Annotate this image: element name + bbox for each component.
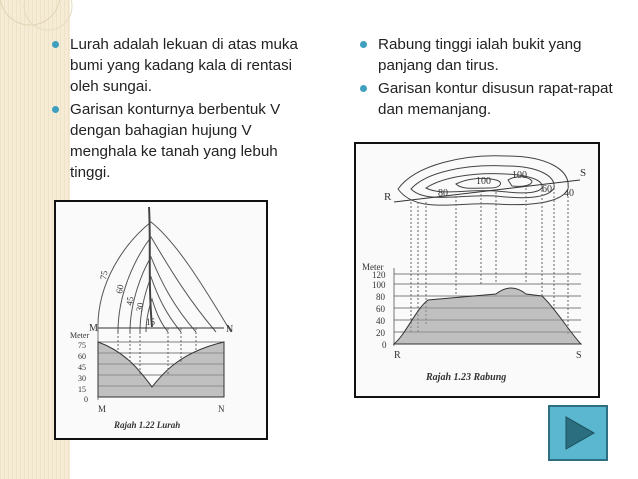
contour-label: 60 xyxy=(114,283,126,295)
y-tick: 20 xyxy=(376,328,385,338)
contour-label: 80 xyxy=(438,188,448,199)
figure-lurah xyxy=(54,200,268,440)
right-text-column xyxy=(360,34,622,122)
contour-label: 15 xyxy=(146,317,155,327)
lurah-diagram xyxy=(56,202,266,438)
point-label-r: R xyxy=(394,350,401,361)
y-tick: 80 xyxy=(376,292,385,302)
contour-label: 45 xyxy=(124,295,136,307)
figure-rabung xyxy=(354,142,600,398)
y-tick: 0 xyxy=(84,395,88,404)
play-icon xyxy=(550,407,606,459)
point-label-s: S xyxy=(576,350,582,361)
point-label-n: N xyxy=(226,324,234,335)
axis-title: Meter xyxy=(362,262,384,272)
left-text-column xyxy=(52,34,317,185)
y-tick: 75 xyxy=(78,341,86,350)
bullet-lurah-definition: Lurah adalah lekuan di atas muka bumi yang kadang kala di rentasi oleh sungai. xyxy=(52,34,317,97)
point-label-n: N xyxy=(218,404,225,414)
y-tick: 45 xyxy=(78,363,86,372)
point-label-m: M xyxy=(98,404,107,414)
bullet-icon xyxy=(52,41,59,48)
valley-profile xyxy=(98,342,224,397)
bullet-rabung-definition: Rabung tinggi ialah bukit yang panjang dan tirus. xyxy=(360,34,622,76)
contour-label: 40 xyxy=(564,188,574,199)
bullet-icon xyxy=(52,106,59,113)
contour-label: 100 xyxy=(476,176,491,187)
y-tick: 60 xyxy=(78,352,86,361)
y-tick: 30 xyxy=(78,374,86,383)
figure-caption: Rajah 1.22 Lurah xyxy=(114,420,181,430)
contour-label: 30 xyxy=(134,301,146,313)
y-tick: 100 xyxy=(372,280,386,290)
bullet-icon xyxy=(360,85,367,92)
contour-label: 60 xyxy=(542,184,552,195)
y-tick: 0 xyxy=(382,340,387,350)
point-label-m: M xyxy=(89,323,98,334)
y-tick: 120 xyxy=(372,270,386,280)
next-slide-button[interactable] xyxy=(548,405,608,461)
bullet-lurah-contour: Garisan konturnya berbentuk V dengan bahagian hujung V menghala ke tanah yang lebuh tinggi. xyxy=(52,99,317,183)
river-line xyxy=(149,207,152,327)
y-tick: 40 xyxy=(376,316,385,326)
axis-title: Meter xyxy=(70,331,90,340)
contour-label: 75 xyxy=(98,269,110,281)
bullet-rabung-contour: Garisan kontur disusun rapat-rapat dan memanjang. xyxy=(360,78,622,120)
y-tick: 15 xyxy=(78,385,86,394)
contour-line xyxy=(146,299,168,332)
figure-caption: Rajah 1.23 Rabung xyxy=(426,372,507,383)
y-tick: 60 xyxy=(376,304,385,314)
contour-line xyxy=(98,222,231,332)
bullet-icon xyxy=(360,41,367,48)
contour-line xyxy=(130,257,196,332)
contour-label: 100 xyxy=(512,170,527,181)
point-label-s: S xyxy=(580,167,587,179)
point-label-r: R xyxy=(384,191,392,203)
rabung-diagram xyxy=(356,144,598,396)
